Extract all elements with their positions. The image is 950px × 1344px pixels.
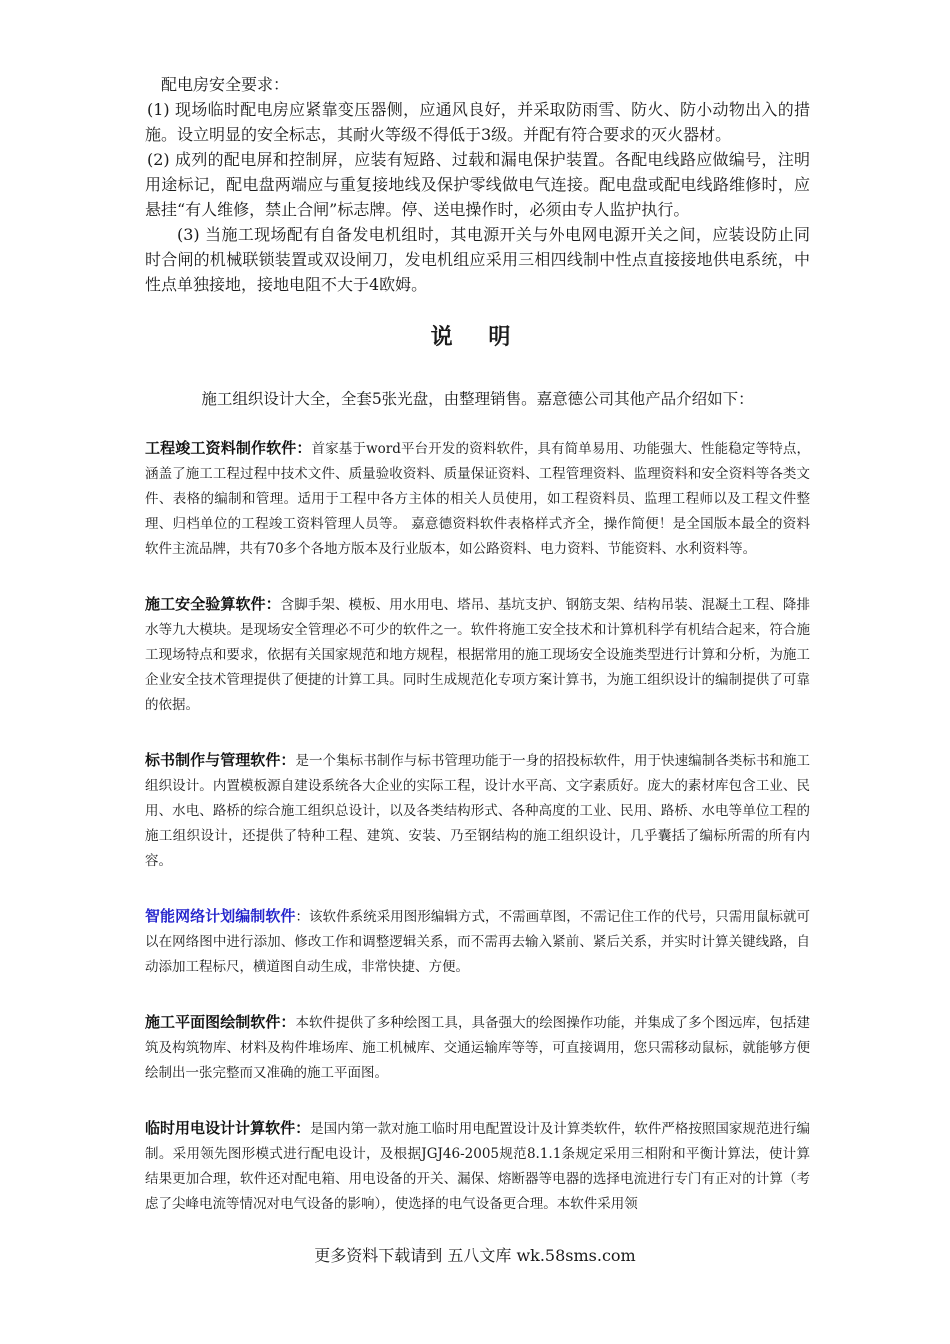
- intro-text: 施工组织设计大全，全套5张光盘，由整理销售。嘉意德公司其他产品介绍如下：: [201, 390, 754, 408]
- product-desc: 首家基于word平台开发的资料软件，具有简单易用、功能强大、性能稳定等特点，涵盖了施工工程过程中技术文件、质量验收资料、质量保证资料、工程管理资料、监理资料和安全资料等各类文件、表格的编制和管理。适用于工程中各方主体的相关人员使用，如工程资料员、监理工程师以及工程文件整理、归档单位的工程竣工资料管理人员等。 嘉意德资料软件表格样式齐全，操作简便！是全国版本最全的资料软件主流品牌，共有70多个各地方版本及行业版本，如公路资料、电力资料、节能资料、水利资料等。: [145, 441, 810, 557]
- power-room-item-1: (1) 现场临时配电房应紧靠变压器侧，应通风良好，并采取防雨雪、防火、防小动物出入的措施。设立明显的安全标志，其耐火等级不得低于3级。并配有符合要求的灭火器材。: [145, 100, 810, 144]
- product-sep: ：: [265, 595, 281, 613]
- product-name: 临时用电设计计算软件: [145, 1119, 296, 1137]
- product-name: 施工平面图绘制软件: [145, 1013, 281, 1031]
- product-desc: 是国内第一款对施工临时用电配置设计及计算类软件，软件严格按照国家规范进行编制。采用领先图形模式进行配电设计，及根据JGJ46-2005规范8.1.1条规定采用三相附和平衡计算法，使计算结果更加合理，软件还对配电箱、用电设备的开关、漏保、熔断器等电器的选择电流进行专门有正对的计算（考虑了尖峰电流等情况对电气设备的影响），使选择的电气设备更合理。本软件采用领: [145, 1121, 810, 1212]
- product-desc: 该软件系统采用图形编辑方式，不需画草图，不需记住工作的代号，只需用鼠标就可以在网络图中进行添加、修改工作和调整逻辑关系，而不需再去输入紧前、紧后关系，并实时计算关键线路，自动添加工程标尺，横道图自动生成，非常快捷、方便。: [145, 909, 811, 975]
- section-title: 说 明: [430, 325, 525, 350]
- product-section: [145, 436, 810, 562]
- product-sep: ：: [295, 909, 309, 925]
- product-name: 标书制作与管理软件: [145, 751, 281, 769]
- power-room-item-2: (2) 成列的配电屏和控制屏，应装有短路、过载和漏电保护装置。各配电线路应做编号，注明用途标记，配电盘两端应与重复接地线及保护零线做电气连接。配电盘或配电线路维修时，应悬挂“有人维修，禁止合闸”标志牌。停、送电操作时，必须由专人监护执行。: [145, 150, 810, 219]
- power-room-item-3: (3) 当施工现场配有自备发电机组时，其电源开关与外电网电源开关之间，应装设防止同时合闸的机械联锁装置或双设闸刀，发电机组应采用三相四线制中性点直接接地供电系统，中性点单独接地，接地电阻不大于4欧姆。: [145, 225, 810, 294]
- product-section: [145, 1010, 810, 1086]
- product-sep: ：: [280, 1013, 296, 1031]
- power-room-heading: 配电房安全要求：: [161, 75, 290, 94]
- product-name: 工程竣工资料制作软件: [145, 439, 297, 457]
- product-desc: 含脚手架、模板、用水用电、塔吊、基坑支护、钢筋支架、结构吊装、混凝土工程、降排水等九大模块。是现场安全管理必不可少的软件之一。软件将施工安全技术和计算机科学有机结合起来，符合施工现场特点和要求，依据有关国家规范和地方规程，根据常用的施工现场安全设施类型进行计算和分析，为施工企业安全技术管理提供了便捷的计算工具。同时生成规范化专项方案计算书，为施工组织设计的编制提供了可靠的依据。: [145, 597, 810, 713]
- product-sep: ：: [296, 439, 312, 457]
- product-desc: 本软件提供了多种绘图工具，具备强大的绘图操作功能，并集成了多个图远库，包括建筑及构筑物库、材料及构件堆场库、施工机械库、交通运输库等等，可直接调用，您只需移动鼠标，就能够方便绘制出一张完整而又准确的施工平面图。: [145, 1015, 810, 1081]
- footer-download-link[interactable]: 更多资料下载请到 五八文库 wk.58sms.com: [314, 1246, 636, 1265]
- document-body: [145, 72, 810, 1217]
- product-desc: 是一个集标书制作与标书管理功能于一身的招投标软件，用于快速编制各类标书和施工组织设计。内置模板源自建设系统各大企业的实际工程，设计水平高、文字素质好。庞大的素材库包含工业、民用、水电、路桥的综合施工组织总设计，以及各类结构形式、各种高度的工业、民用、路桥、水电等单位工程的施工组织设计，还提供了特种工程、建筑、安装、乃至钢结构的施工组织设计，几乎囊括了编标所需的所有内容。: [145, 753, 810, 869]
- product-section: [145, 592, 810, 718]
- product-section: [145, 1116, 810, 1217]
- product-name: 施工安全验算软件: [145, 595, 266, 613]
- product-sep: ：: [280, 751, 296, 769]
- product-section: [145, 904, 810, 980]
- product-sep: ：: [295, 1119, 311, 1137]
- product-section: [145, 748, 810, 874]
- product-name-link[interactable]: 智能网络计划编制软件: [145, 907, 296, 925]
